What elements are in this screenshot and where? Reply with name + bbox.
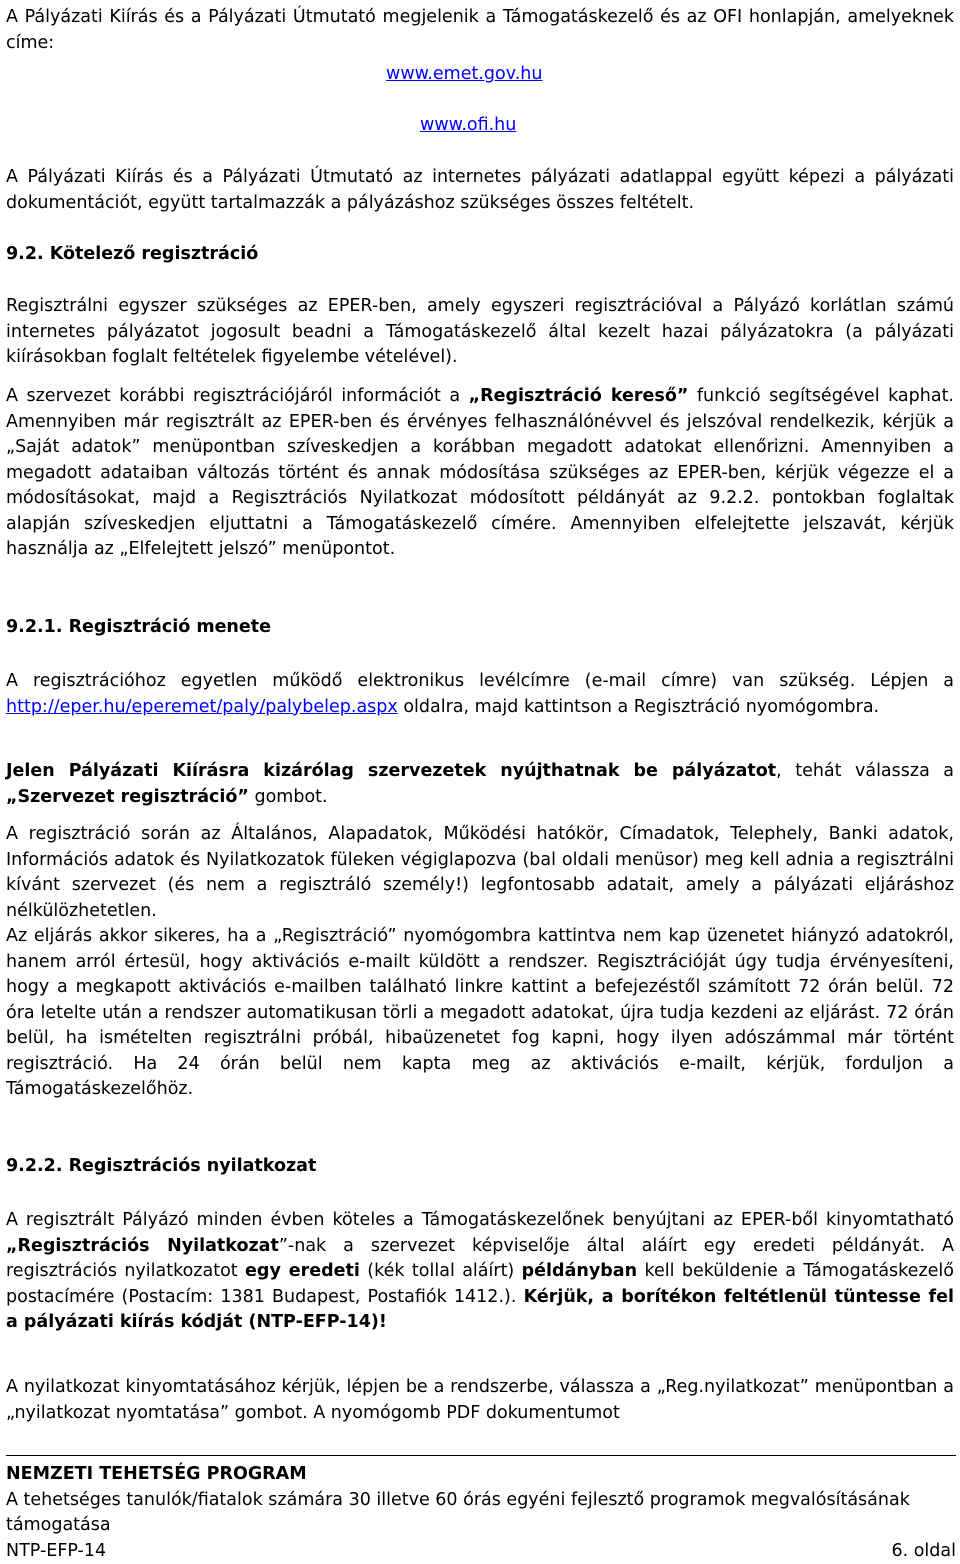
s92-p2-text-c: funkció segítségével kaphat. Amennyiben már regisztrált az EPER-ben és érvényes felhasználónévvel és jelszóval rendelkezik, kérjük a „Saját adatok” menüpontban szíveskedjen a korábban megadott adatokat ellenőrizni. Amennyiben a megadott adataiban változás történt és annak módosítása szükséges az EPER-ben, kérjük végezze el a módosításokat, majd a Regisztrációs Nyilatkozat módosított példányát az 9.2.2. pontokban foglaltak alapján szíveskedjen eljuttatni a Támogatáskezelő címére. Amennyiben elfelejtette jelszavát, kérjük használja az „Elfelejtett jelszó” menüpontot. bbox=[6, 386, 954, 559]
footer-last-line bbox=[6, 1539, 956, 1564]
s92-p2-text-a: A szervezet korábbi regisztrációjáról információt a bbox=[6, 386, 469, 406]
ofi-link-row bbox=[420, 113, 516, 139]
s922-t3: (kék tollal aláírt) bbox=[360, 1261, 522, 1281]
emet-link-row bbox=[386, 62, 542, 88]
ofi-link[interactable]: www.ofi.hu bbox=[420, 115, 516, 135]
s922-b4: Kérjük, a borítékon feltétlenül tüntesse fel a pályázati kiírás kódját (NTP-EFP-14)! bbox=[6, 1287, 954, 1333]
s921-p2-text: , tehát válassza a bbox=[776, 761, 954, 781]
footer-title: NEMZETI TEHETSÉG PROGRAM bbox=[6, 1462, 956, 1488]
s921-paragraph-1 bbox=[6, 669, 954, 720]
org-registration-term: „Szervezet regisztráció” bbox=[6, 787, 249, 807]
footer-code: NTP-EFP-14 bbox=[6, 1539, 106, 1564]
page-number: 6. oldal bbox=[891, 1539, 956, 1564]
intro-paragraph-2: A Pályázati Kiírás és a Pályázati Útmutató az internetes pályázati adatlappal együtt képezi a pályázati dokumentációt, együtt tartalmazzák a pályázáshoz szükséges összes feltételt. bbox=[6, 165, 954, 216]
section-heading-9-2-2: 9.2.2. Regisztrációs nyilatkozat bbox=[6, 1154, 316, 1180]
s921-p2-bold: Jelen Pályázati Kiírásra kizárólag szervezetek nyújthatnak be pályázatot bbox=[6, 761, 776, 781]
footer-subtitle: A tehetséges tanulók/fiatalok számára 30 illetve 60 órás egyéni fejlesztő programok megvalósításának támogatása bbox=[6, 1488, 956, 1539]
s922-paragraph-2: A nyilatkozat kinyomtatásához kérjük, lépjen be a rendszerbe, válassza a „Reg.nyilatkozat” menüpontban a „nyilatkozat nyomtatása” gombot. A nyomógomb PDF dokumentumot bbox=[6, 1375, 954, 1426]
s92-paragraph-1: Regisztrálni egyszer szükséges az EPER-ben, amely egyszeri regisztrációval a Pályázó korlátlan számú internetes pályázatot jogosult beadni a Támogatáskezelő által kezelt hazai pályázatokra (a pályázati kiírásokban foglalt feltételek figyelembe vételével). bbox=[6, 294, 954, 371]
section-heading-9-2: 9.2. Kötelező regisztráció bbox=[6, 242, 258, 268]
s921-p1-text-a: A regisztrációhoz egyetlen működő elektronikus levélcímre (e-mail címre) van szükség. Lépjen a bbox=[6, 671, 954, 691]
registration-search-term: „Regisztráció kereső” bbox=[469, 386, 689, 406]
emet-link[interactable]: www.emet.gov.hu bbox=[386, 64, 542, 84]
s922-b2: egy eredeti bbox=[245, 1261, 360, 1281]
s922-b3: példányban bbox=[522, 1261, 637, 1281]
page-footer bbox=[6, 1455, 956, 1564]
s921-p2-end: gombot. bbox=[249, 787, 328, 807]
s921-paragraph-3: A regisztráció során az Általános, Alapadatok, Működési hatókör, Címadatok, Telephely, Banki adatok, Információs adatok és Nyilatkozatok füleken végiglapozva (bal oldali menüsor) meg kell adnia a regisztrálni kívánt szervezet (és nem a regisztráló személy!) legfontosabb adatait, amely a pályázati eljáráshoz nélkülözhetetlen. bbox=[6, 822, 954, 924]
s922-t1: A regisztrált Pályázó minden évben köteles a Támogatáskezelőnek benyújtani az EPER-ből kinyomtatható bbox=[6, 1210, 954, 1230]
s921-paragraph-4: Az eljárás akkor sikeres, ha a „Regisztráció” nyomógombra kattintva nem kap üzenetet hiányzó adatokról, hanem arról értesül, hogy aktivációs e-mailt küldött a rendszer. Regisztrációját úgy tudja érvényesíteni, hogy a megkapott aktivációs e-mailben található linkre kattint a befejezéstől számított 72 órán belül. 72 óra letelte után a rendszer automatikusan törli a megadott adatokat, újra tudja kezdeni az eljárást. 72 órán belül, ha ismételten regisztrálni próbál, hibaüzenetet fog kapni, hogy ilyen adószámmal már történt regisztráció. Ha 24 órán belül nem kapta meg az aktivációs e-mailt, kérjük, forduljon a Támogatáskezelőhöz. bbox=[6, 924, 954, 1103]
intro-paragraph: A Pályázati Kiírás és a Pályázati Útmutató megjelenik a Támogatáskezelő és az OFI honlapján, amelyeknek címe: bbox=[6, 5, 954, 56]
s921-p1-text-b: oldalra, majd kattintson a Regisztráció nyomógombra. bbox=[398, 697, 879, 717]
eper-link[interactable]: http://eper.hu/eperemet/paly/palybelep.aspx bbox=[6, 697, 398, 717]
s922-t4: kell beküldenie a Támogatáskezelő postacímére (Postacím: 1381 Budapest, Postafiók 1412.). bbox=[6, 1261, 954, 1307]
s922-paragraph-1 bbox=[6, 1208, 954, 1336]
s92-paragraph-2 bbox=[6, 384, 954, 563]
section-heading-9-2-1: 9.2.1. Regisztráció menete bbox=[6, 615, 271, 641]
s922-t2: ”-nak a szervezet képviselője által aláírt egy eredeti példányát. A regisztrációs nyilatkozatot bbox=[6, 1236, 954, 1282]
s922-b1: „Regisztrációs Nyilatkozat bbox=[6, 1236, 279, 1256]
s921-paragraph-2 bbox=[6, 759, 954, 810]
